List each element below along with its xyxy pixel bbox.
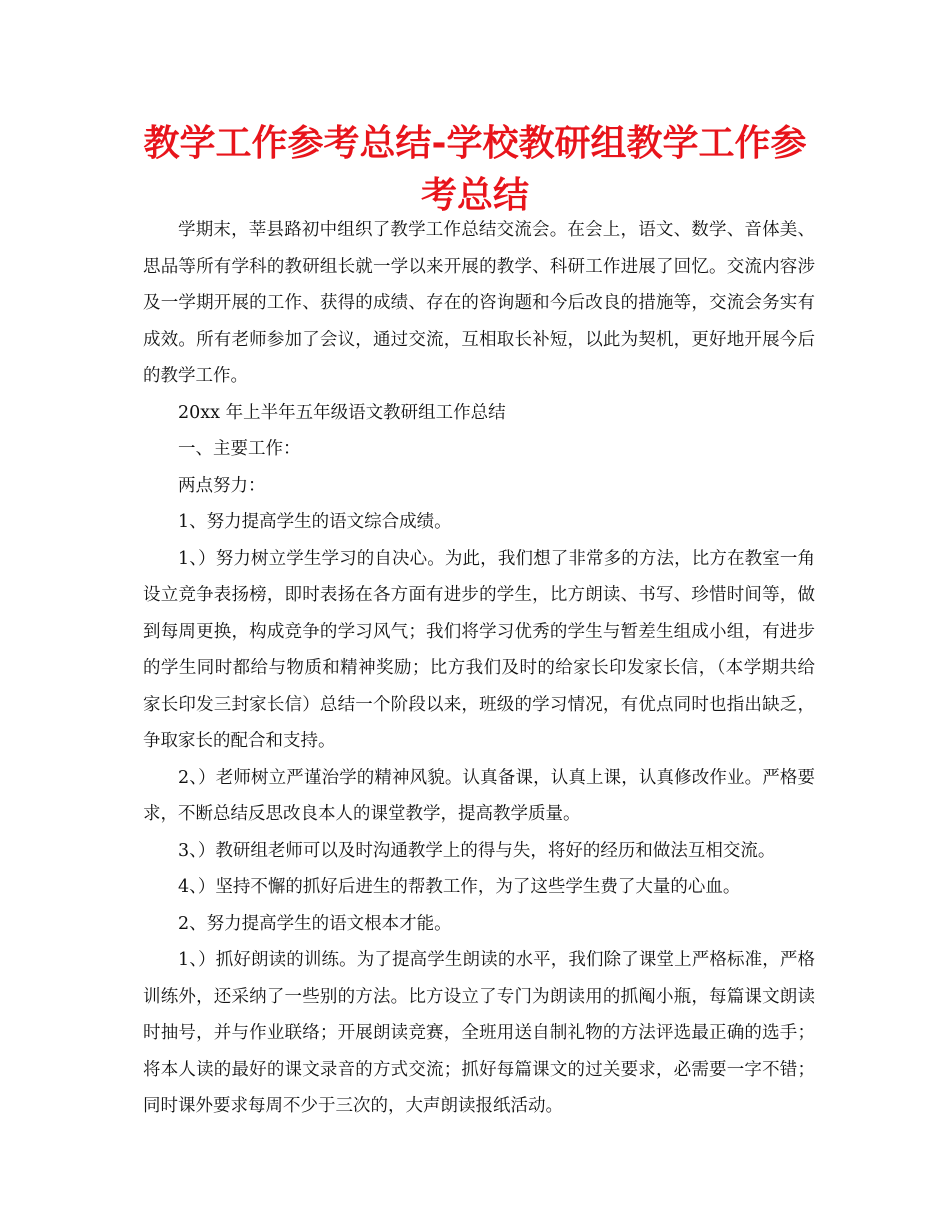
effort-1-item-4: 4、）坚持不懈的抓好后进生的帮教工作，为了这些学生费了大量的心血。 bbox=[178, 877, 741, 897]
effort-1-heading: 1、努力提高学生的语文综合成绩。 bbox=[178, 512, 452, 532]
document-title: 教学工作参考总结-学校教研组教学工作参考总结 bbox=[143, 123, 807, 216]
effort-1-item-1: 1、）努力树立学生学习的自决心。为此，我们想了非常多的方法，比方在教室一角设立竞争表扬榜，即时表扬在各方面有进步的学生，比方朗读、书写、珍惜时间等，做到每周更换，构成竞争的学习风气；我们将学习优秀的学生与暂差生组成小组，有进步的学生同时都给与物质和精神奖励；比方我们及时的给家长印发家长信，（本学期共给家长印发三封家长信）总结一个阶段以来，班级的学习情况，有优点同时也指出缺乏，争取家长的配合和支持。 bbox=[143, 548, 815, 751]
effort-1-item-3: 3、）教研组老师可以及时沟通教学上的得与失，将好的经历和做法互相交流。 bbox=[178, 840, 776, 861]
effort-1-item-2: 2、）老师树立严谨治学的精神风貌。认真备课，认真上课，认真修改作业。严格要求，不断总结反思改良本人的课堂教学，提高教学质量。 bbox=[143, 767, 815, 824]
effort-2-item-1: 1、）抓好朗读的训练。为了提高学生朗读的水平，我们除了课堂上严格标准，严格训练外，还采纳了一些别的方法。比方设立了专门为朗读用的抓阄小瓶，每篇课文朗读时抽号，并与作业联络；开展朗读竞赛，全班用送自制礼物的方法评选最正确的选手；将本人读的最好的课文录音的方式交流；抓好每篇课文的过关要求，必需要一字不错；同时课外要求每周不少于三次的，大声朗读报纸活动。 bbox=[143, 950, 815, 1116]
section-heading-report: 20xx 年上半年五年级语文教研组工作总结 bbox=[178, 402, 506, 423]
section-heading-main-work: 一、主要工作： bbox=[178, 439, 301, 459]
effort-2-heading: 2、努力提高学生的语文根本才能。 bbox=[178, 913, 452, 934]
intro-paragraph: 学期末，莘县路初中组织了教学工作总结交流会。在会上，语文、数学、音体美、思品等所有学科的教研组长就一学以来开展的教学、科研工作进展了回忆。交流内容涉及一学期开展的工作、获得的成绩、存在的咨询题和今后改良的措施等，交流会务实有成效。所有老师参加了会议，通过交流，互相取长补短，以此为契机，更好地开展今后的教学工作。 bbox=[143, 220, 815, 386]
document-body bbox=[143, 212, 815, 1125]
subheading-two-efforts: 两点努力： bbox=[178, 475, 266, 496]
